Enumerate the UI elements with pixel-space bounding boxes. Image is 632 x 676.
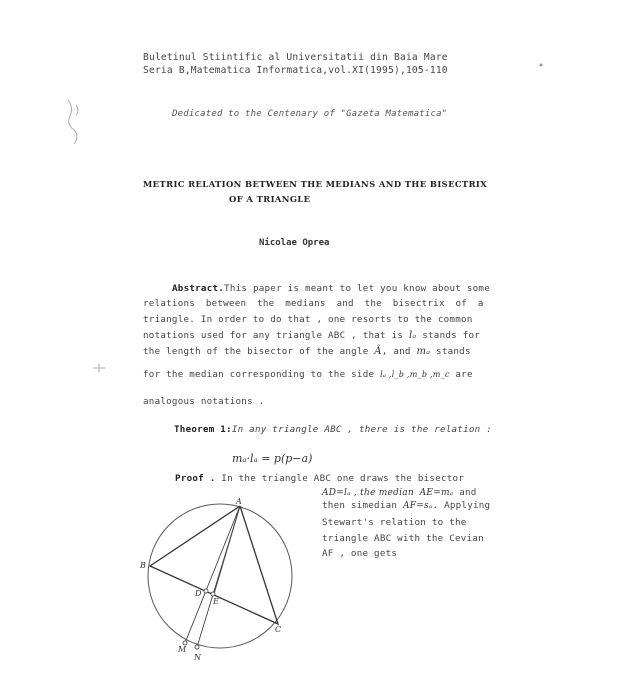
paper-title-line-1: METRIC RELATION BETWEEN THE MEDIANS AND THE BISECTRIX	[143, 179, 488, 189]
paper-title-line-2: OF A TRIANGLE	[229, 194, 311, 204]
proof-line-6: AF , one gets	[322, 548, 398, 559]
label-e: E	[213, 597, 219, 606]
proof-text-3a: then simedian	[322, 500, 398, 511]
symbol-sides: lₐ ,l_b ,m_b ,m_c	[380, 370, 450, 379]
symbol-l-a: lₐ	[408, 330, 417, 341]
abstract-line-7: analogous notations .	[143, 396, 265, 407]
abstract-text-6b: are	[455, 369, 473, 380]
abstract-text-6a: for the median corresponding to the side	[143, 369, 375, 380]
proof-text-2c: and	[459, 487, 477, 498]
margin-handwriting-mark	[60, 95, 90, 155]
abstract-line-1	[172, 283, 490, 294]
label-d: D	[195, 589, 202, 598]
abstract-text-1: This paper is meant to let you know about some	[224, 283, 490, 294]
triangle-figure	[140, 496, 320, 676]
symbol-angle-a: Â	[374, 346, 382, 357]
theorem-1	[174, 424, 492, 435]
abstract-text-4a: notations used for any triangle ABC , that is	[143, 330, 404, 341]
bisector-ad-line	[185, 506, 240, 643]
point-e	[211, 592, 215, 596]
abstract-line-6	[143, 369, 473, 380]
proof-text-2a: AD=lₐ , the median	[322, 488, 414, 498]
symbol-m-a: mₐ	[416, 346, 431, 357]
label-c: C	[275, 625, 282, 634]
proof-line-2	[322, 487, 477, 498]
theorem-label: Theorem 1:	[174, 424, 232, 435]
proof-text-3b: AF=sₐ	[402, 501, 433, 511]
abstract-line-3: triangle. In order to do that , one resorts to the common	[143, 314, 473, 325]
proof-label: Proof .	[175, 473, 216, 484]
median-to-c-line	[214, 506, 240, 594]
triangle-abc	[150, 506, 278, 624]
point-d	[204, 589, 208, 593]
dedication: Dedicated to the Centenary of "Gazeta Matematica"	[172, 109, 448, 119]
author-name: Nicolae Oprea	[259, 238, 330, 248]
abstract-line-5	[143, 346, 471, 357]
abstract-text-5c: stands	[436, 346, 471, 357]
label-a: A	[236, 497, 242, 506]
abstract-line-2: relations between the medians and the bisectrix of a	[143, 298, 484, 309]
journal-header-line-1: Buletinul Stiintific al Universitatii din Baia Mare	[143, 52, 448, 63]
proof-text-3c: . Applying	[432, 500, 491, 511]
proof-line-3	[322, 500, 490, 511]
margin-dash-mark-1	[92, 363, 106, 373]
theorem-formula: mₐ·lₐ = p(p−a)	[232, 452, 313, 465]
label-n: N	[194, 653, 201, 662]
point-n	[195, 645, 199, 649]
proof-line-1	[175, 473, 464, 484]
proof-text-2b: AE=mₐ	[419, 488, 454, 498]
margin-dash-mark-2	[536, 60, 546, 70]
proof-text-1: In the triangle ABC one draws the bisector	[221, 473, 465, 484]
abstract-text-5a: the length of the bisector of the angle	[143, 346, 369, 357]
proof-line-4: Stewart's relation to the	[322, 517, 467, 528]
abstract-text-4b: stands for	[422, 330, 481, 341]
label-b: B	[140, 561, 146, 570]
label-m: M	[178, 645, 187, 654]
journal-header-line-2: Seria B,Matematica Informatica,vol.XI(1995),105-110	[143, 65, 448, 76]
circumcircle	[148, 504, 292, 648]
theorem-text: In any triangle ABC , there is the relation :	[231, 424, 492, 435]
abstract-text-5b: , and	[381, 346, 411, 357]
abstract-label: Abstract.	[172, 283, 225, 294]
proof-line-5: triangle ABC with the Cevian	[322, 533, 484, 544]
abstract-line-4	[143, 330, 480, 341]
